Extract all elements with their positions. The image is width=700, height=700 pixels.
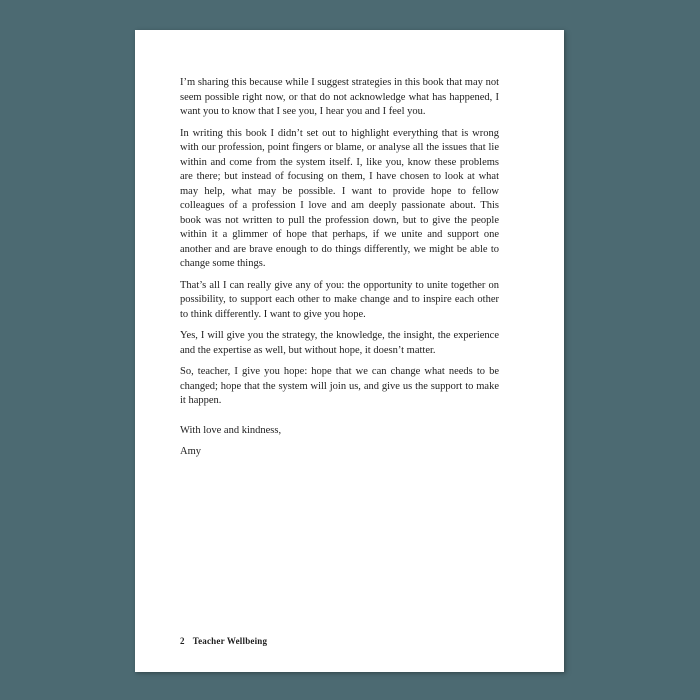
running-footer-title: Teacher Wellbeing	[192, 636, 268, 646]
book-page	[135, 30, 564, 672]
paragraph: Yes, I will give you the strategy, the knowledge, the insight, the experience and the expertise as well, but without hope, it doesn’t matter.	[180, 330, 499, 356]
page-body-text	[180, 76, 499, 467]
paragraph: In writing this book I didn’t set out to highlight everything that is wrong with our profession, point fingers or blame, or analyse all the issues that lie within and come from the system itself. I, like you, know these problems are there; but instead of focusing on them, I have chosen to look at what may help, what may be possible. I want to provide hope to fellow colleagues of a profession I love and am deeply passionate about. This book was not written to pull the profession down, but to give the people within it a glimmer of hope that perhaps, if we unite and support one another and are brave enough to do things differently, we might be able to change some things.	[180, 127, 499, 269]
paragraph: I’m sharing this because while I suggest strategies in this book that may not seem possible right now, or that do not acknowledge what has happened, I want you to know that I see you, I hear you and I feel you.	[180, 77, 499, 117]
closing-line: With love and kindness,	[180, 424, 282, 436]
page-number: 2	[180, 636, 185, 646]
signature: Amy	[180, 446, 201, 457]
paragraph: That’s all I can really give any of you: the opportunity to unite together on possibility, to support each other to make change and to inspire each other to think differently. I want to give you hope.	[180, 279, 499, 320]
paragraph: So, teacher, I give you hope: hope that we can change what needs to be changed; hope that the system will join us, and give us the support to make it happen.	[180, 366, 499, 406]
page-footer	[180, 636, 267, 646]
